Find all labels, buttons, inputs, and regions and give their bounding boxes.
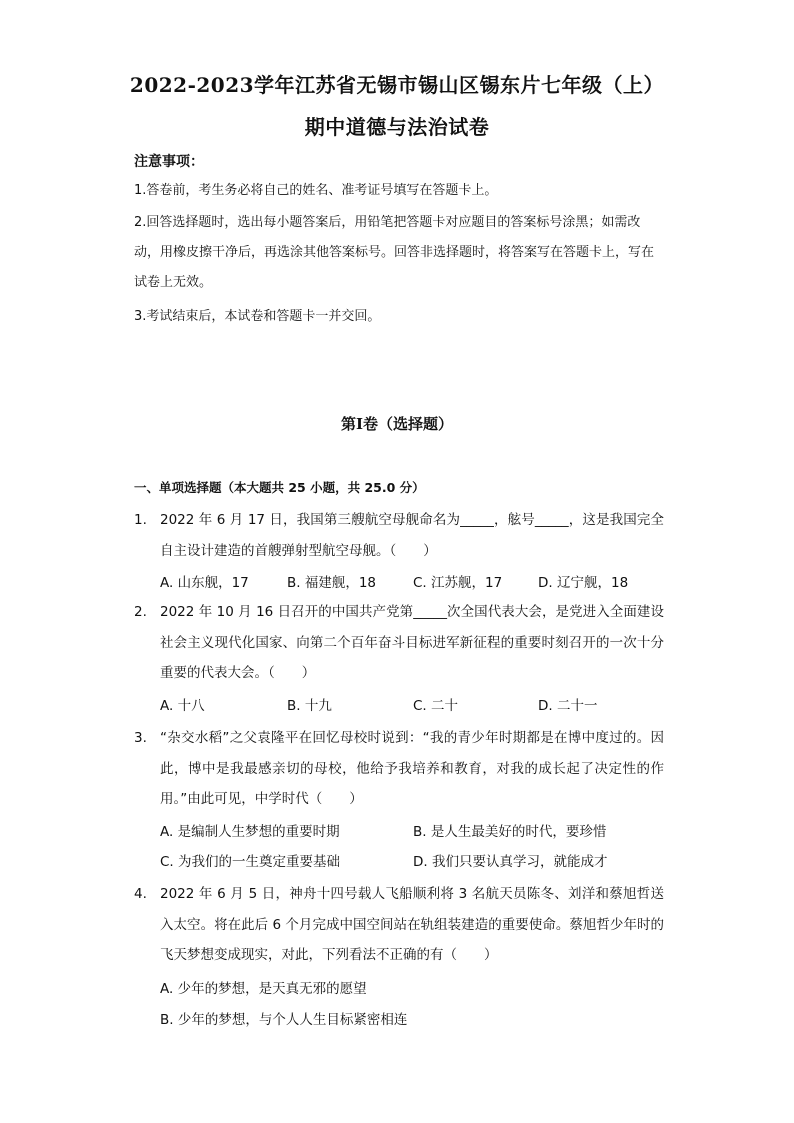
- option-b: B. 十九: [287, 698, 332, 714]
- part-title: 一、单项选择题（本大题共 25 小题，共 25.0 分）: [134, 480, 425, 495]
- question-text: 2022 年 10 月 16 日召开的中国共产党第_____次全国代表大会，是党进入全面建设社会主义现代化国家、向第二个百年奋斗目标进军新征程的重要时刻召开的一次十分重要的代表大会。（ ）: [160, 604, 664, 681]
- option-a: A. 少年的梦想，是天真无邪的愿望: [160, 981, 367, 997]
- option-c: C. 江苏舰，17: [413, 575, 503, 591]
- exam-title-line1: 2022-2023学年江苏省无锡市锡山区锡东片七年级（上）: [129, 73, 665, 97]
- option-d: D. 我们只要认真学习，就能成才: [413, 854, 608, 870]
- option-d: D. 辽宁舰，18: [538, 575, 629, 591]
- notice-item: 3.考试结束后，本试卷和答题卡一并交回。: [134, 309, 381, 324]
- option-c: C. 二十: [413, 698, 459, 714]
- notice-item: 1.答卷前，考生务必将自己的姓名、准考证号填写在答题卡上。: [134, 183, 498, 198]
- question-number: 1.: [134, 512, 147, 528]
- option-a: A. 十八: [160, 698, 205, 714]
- option-a: A. 山东舰，17: [160, 575, 249, 591]
- option-c: C. 为我们的一生奠定重要基础: [160, 854, 341, 870]
- question-number: 3.: [134, 730, 147, 746]
- notice-heading: 注意事项：: [134, 154, 204, 170]
- option-d: D. 二十一: [538, 698, 598, 714]
- question-2: [134, 597, 664, 689]
- option-a: A. 是编制人生梦想的重要时期: [160, 824, 340, 840]
- question-number: 4.: [134, 886, 147, 902]
- question-text: 2022 年 6 月 5 日，神舟十四号载人飞船顺利将 3 名航天员陈冬、刘洋和蔡旭哲送入太空。将在此后 6 个月完成中国空间站在轨组装建造的重要使命。蔡旭哲少年时的飞天梦想变成现实，对此，下列看法不正确的有（ ）: [160, 886, 664, 963]
- question-1: [134, 505, 664, 566]
- question-3: [134, 723, 664, 815]
- question-text: 2022 年 6 月 17 日，我国第三艘航空母舰命名为_____，舷号_____，这是我国完全自主设计建造的首艘弹射型航空母舰。（ ）: [160, 512, 664, 559]
- question-text: “杂交水稻”之父袁隆平在回忆母校时说到：“我的青少年时期都是在博中度过的。因此，博中是我最感亲切的母校，他给予我培养和教育，对我的成长起了决定性的作用。”由此可见，中学时代（ ）: [160, 730, 664, 807]
- question-number: 2.: [134, 604, 147, 620]
- question-4: [134, 879, 664, 971]
- notice-item: 2.回答选择题时，选出每小题答案后，用铅笔把答题卡对应题目的答案标号涂黑；如需改动，用橡皮擦干净后，再选涂其他答案标号。回答非选择题时，将答案写在答题卡上，写在试卷上无效。: [134, 215, 655, 290]
- option-b: B. 福建舰，18: [287, 575, 377, 591]
- section-title: 第Ⅰ卷（选择题）: [340, 415, 454, 433]
- exam-title-line2: 期中道德与法治试卷: [304, 115, 490, 139]
- option-b: B. 少年的梦想，与个人人生目标紧密相连: [160, 1012, 408, 1028]
- option-b: B. 是人生最美好的时代，要珍惜: [413, 824, 607, 840]
